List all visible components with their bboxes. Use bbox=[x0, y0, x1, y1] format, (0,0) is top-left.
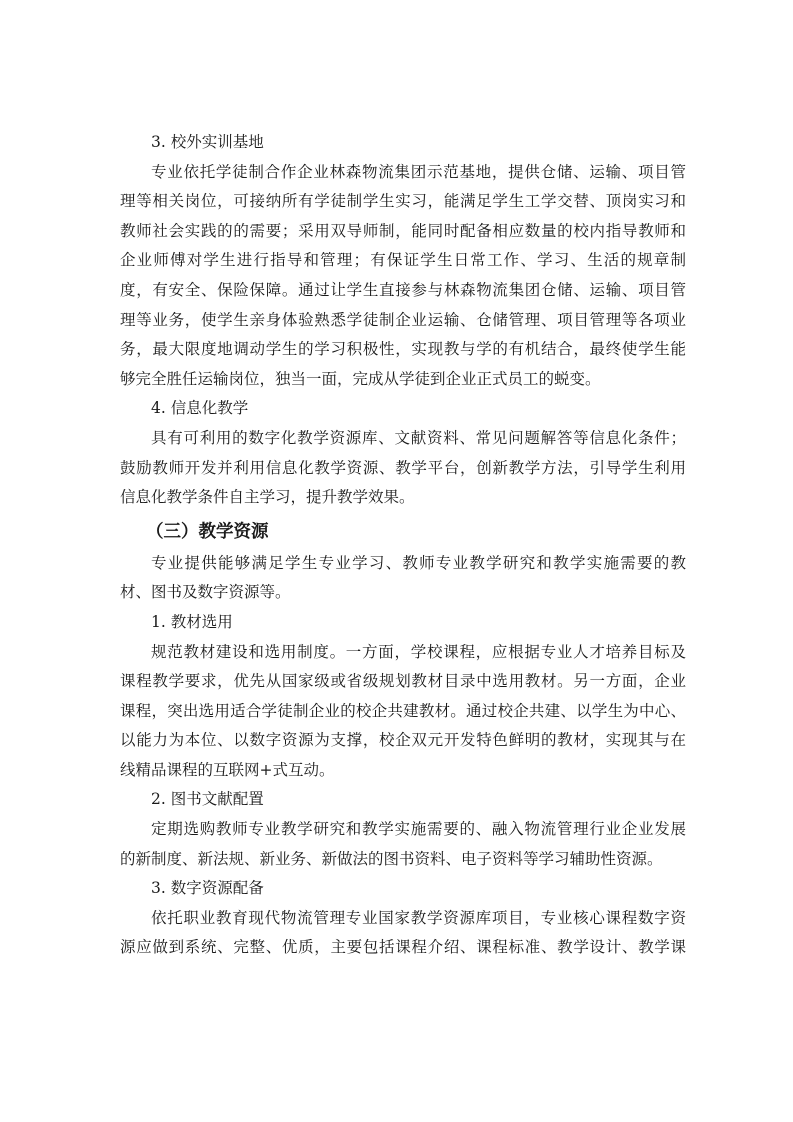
paragraph-line: 信息化教学条件自主学习，提升教学效果。 bbox=[120, 488, 415, 507]
paragraph bbox=[120, 158, 686, 395]
paragraph bbox=[120, 815, 686, 874]
paragraph-line: 务，最大限度地调动学生的学习积极性，实现教与学的有机结合，最终使学生能 bbox=[120, 340, 686, 359]
paragraph-line: 度，有安全、保险保障。通过让学生直接参与林森物流集团仓储、运输、项目管 bbox=[120, 280, 686, 299]
paragraph-line: 依托职业教育现代物流管理专业国家教学资源库项目，专业核心课程数字资 bbox=[151, 908, 686, 927]
paragraph-line: 线精品课程的互联网+式互动。 bbox=[120, 760, 335, 779]
paragraph-line: 鼓励教师开发并利用信息化教学资源、教学平台，创新教学方法，引导学生利用 bbox=[120, 458, 686, 477]
paragraph bbox=[120, 904, 686, 963]
paragraph-line: 材、图书及数字资源等。 bbox=[120, 583, 291, 602]
paragraph bbox=[120, 424, 686, 513]
section-subheading: 3. 校外实训基地 bbox=[151, 133, 264, 151]
paragraph-line: 源应做到系统、完整、优质，主要包括课程介绍、课程标准、教学设计、教学课 bbox=[120, 938, 686, 957]
section-heading: （三）教学资源 bbox=[146, 521, 269, 542]
paragraph bbox=[120, 638, 686, 786]
paragraph-line: 教师社会实践的的需要；采用双导师制，能同时配备相应数量的校内指导教师和 bbox=[120, 221, 686, 240]
section-subheading: 1. 教材选用 bbox=[151, 612, 233, 631]
section-subheading: 4. 信息化教学 bbox=[151, 399, 249, 418]
paragraph bbox=[120, 549, 686, 608]
document-body bbox=[120, 128, 686, 963]
paragraph-line: 专业提供能够满足学生专业学习、教师专业教学研究和教学实施需要的教 bbox=[151, 553, 686, 572]
paragraph-line: 规范教材建设和选用制度。一方面，学校课程，应根据专业人才培养目标及 bbox=[151, 642, 686, 661]
paragraph-line: 定期选购教师专业教学研究和教学实施需要的、融入物流管理行业企业发展 bbox=[151, 820, 686, 839]
paragraph-line: 的新制度、新法规、新业务、新做法的图书资料、电子资料等学习辅助性资源。 bbox=[120, 849, 663, 868]
paragraph-line: 专业依托学徒制合作企业林森物流集团示范基地，提供仓储、运输、项目管 bbox=[151, 162, 686, 181]
paragraph-line: 理等相关岗位，可接纳所有学徒制学生实习，能满足学生工学交替、顶岗实习和 bbox=[120, 192, 686, 211]
paragraph-line: 具有可利用的数字化教学资源库、文献资料、常见问题解答等信息化条件； bbox=[151, 428, 686, 447]
paragraph-line: 课程，突出选用适合学徒制企业的校企共建教材。通过校企共建、以学生为中心、 bbox=[120, 701, 686, 720]
paragraph-line: 企业师傅对学生进行指导和管理；有保证学生日常工作、学习、生活的规章制 bbox=[120, 251, 686, 270]
paragraph-line: 以能力为本位、以数字资源为支撑，校企双元开发特色鲜明的教材，实现其与在 bbox=[120, 731, 686, 750]
paragraph-line: 理等业务，使学生亲身体验熟悉学徒制企业运输、仓储管理、项目管理等各项业 bbox=[120, 310, 686, 329]
section-subheading: 3. 数字资源配备 bbox=[151, 879, 264, 898]
section-subheading: 2. 图书文献配置 bbox=[151, 790, 264, 809]
paragraph-line: 课程教学要求，优先从国家级或省级规划教材目录中选用教材。另一方面，企业 bbox=[120, 672, 686, 691]
paragraph-line: 够完全胜任运输岗位，独当一面，完成从学徒到企业正式员工的蜕变。 bbox=[120, 369, 601, 388]
